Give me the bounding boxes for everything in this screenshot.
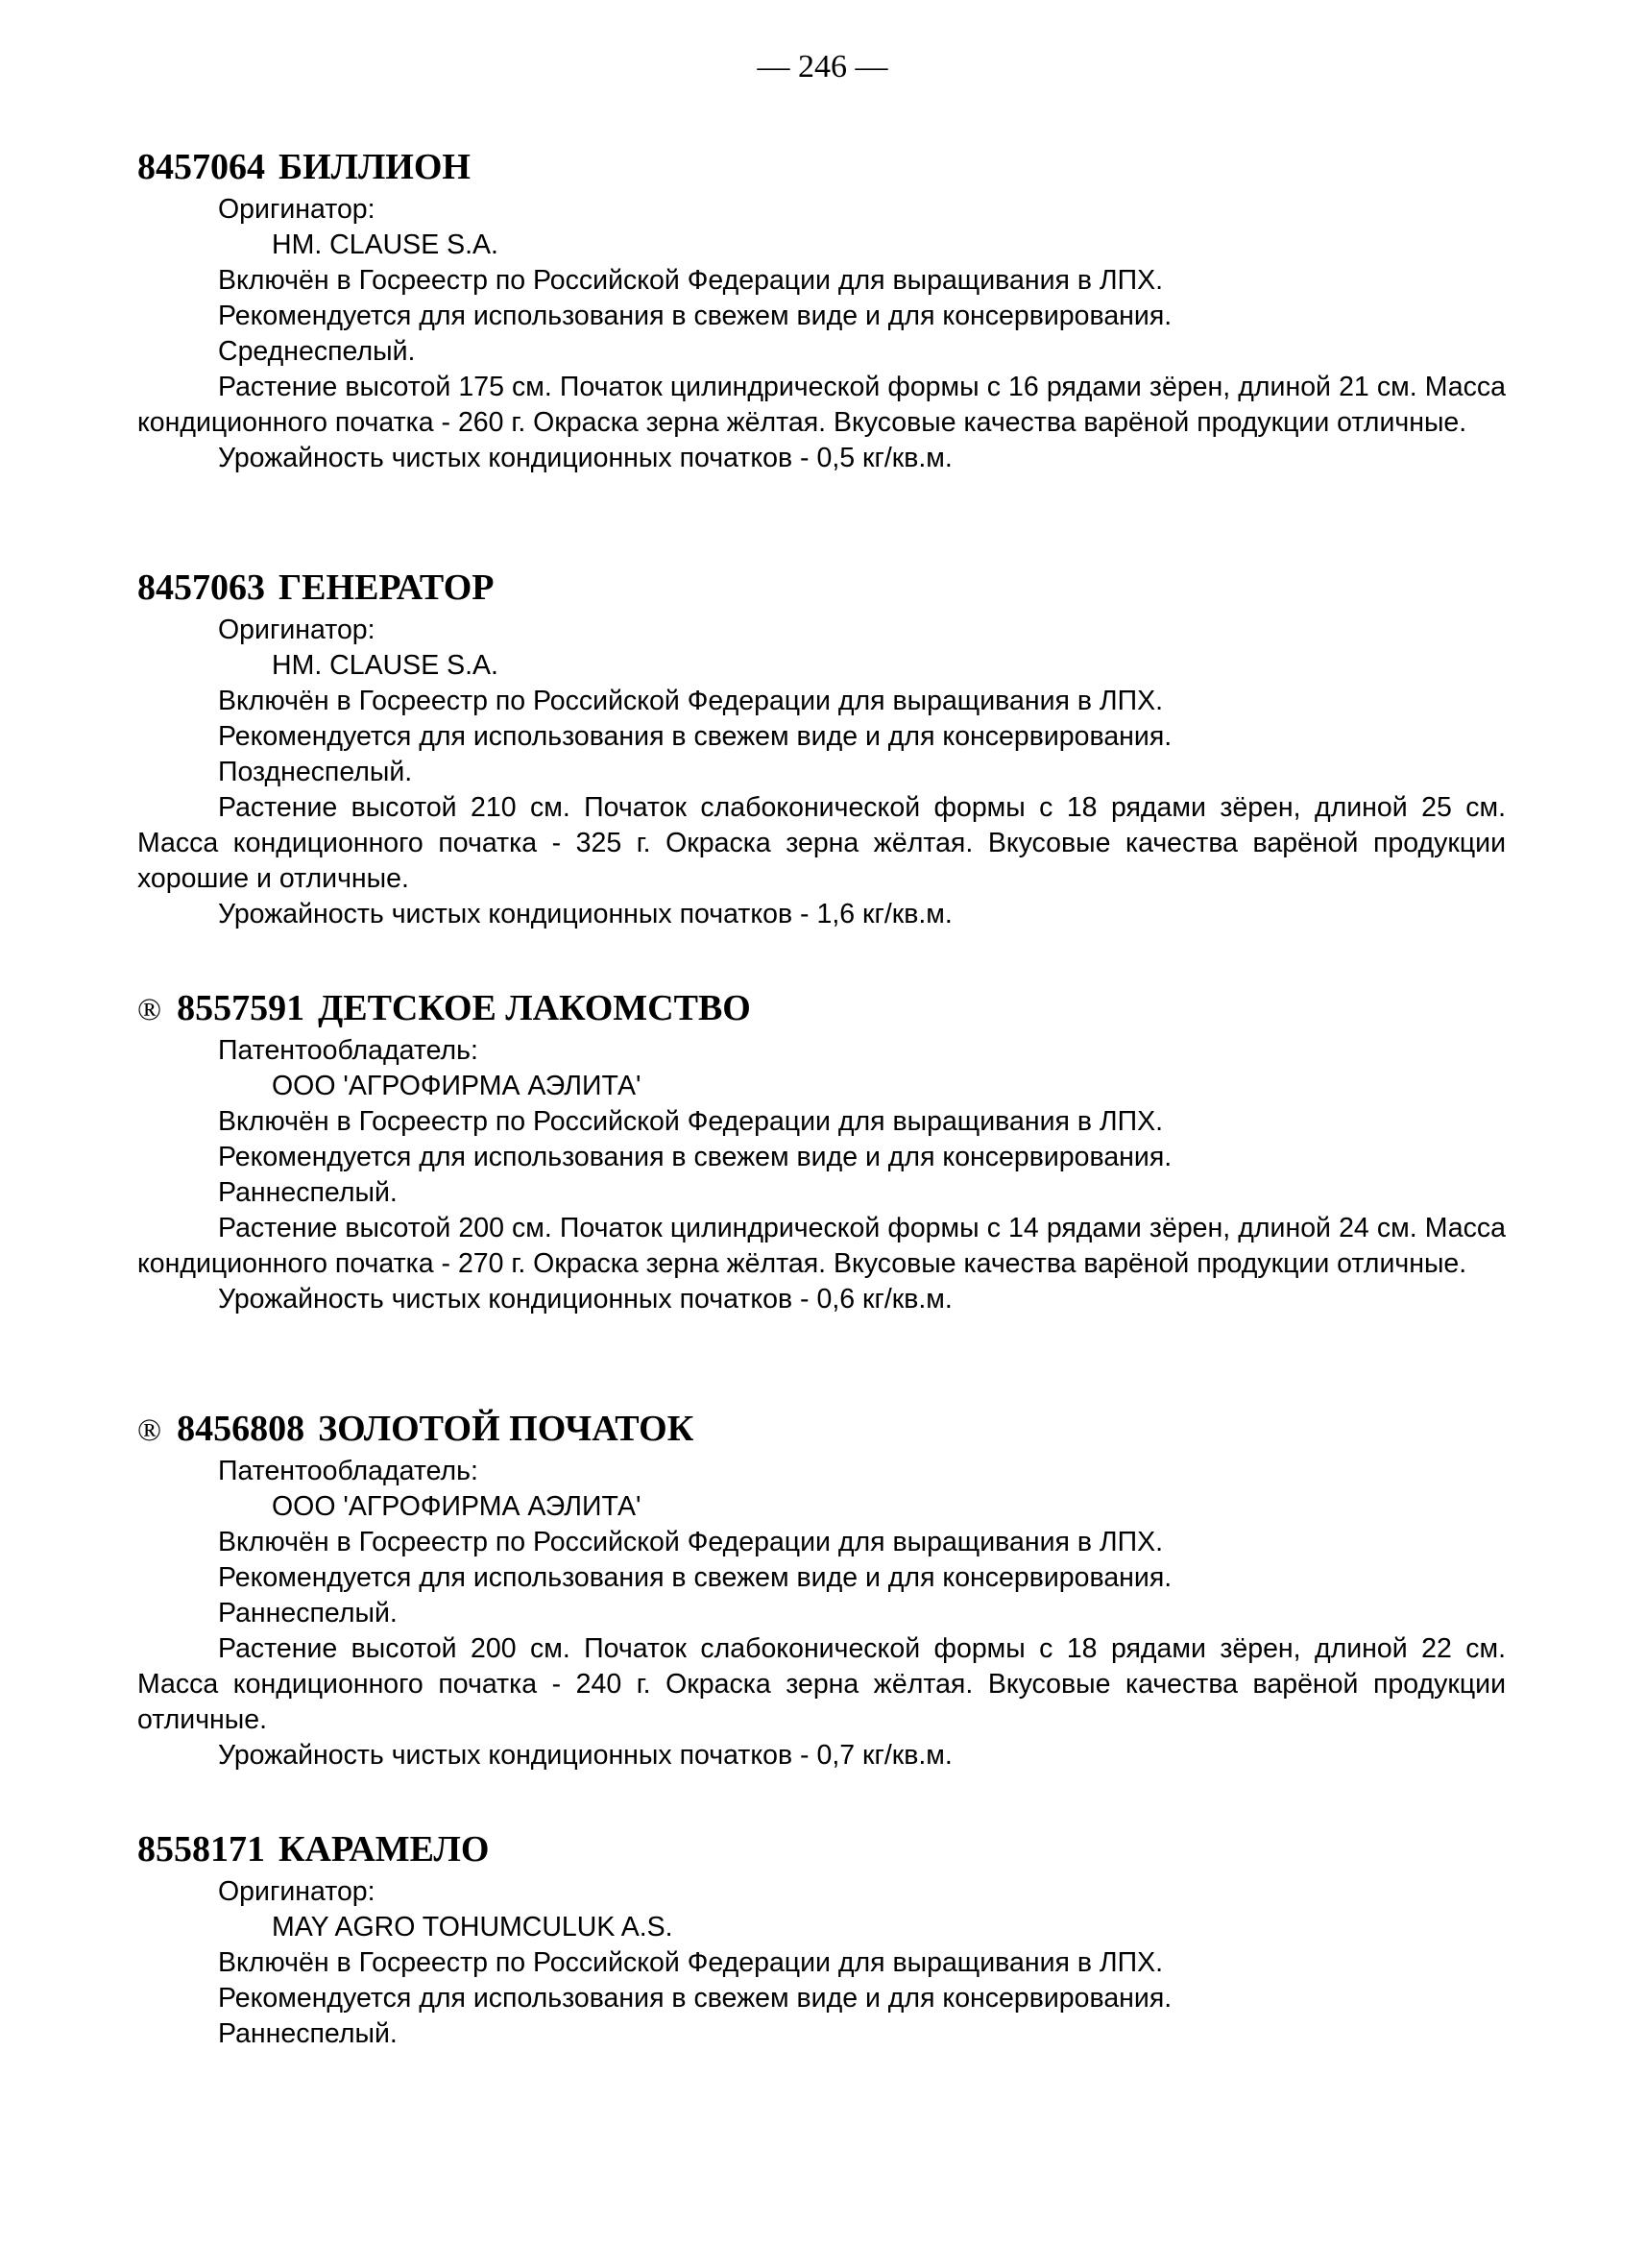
maturity-group: Раннеспелый.	[218, 1177, 398, 1208]
variety-entry	[137, 1408, 1506, 1773]
variety-number: 8558171	[137, 1829, 265, 1870]
variety-name: ДЕТСКОЕ ЛАКОМСТВО	[318, 988, 751, 1028]
variety-description: Растение высотой 200 см. Початок цилиндрической формы с 14 рядами зёрен, длиной 24 см. Масса кондиционного початка - 270 г. Окраска зерна жёлтая. Вкусовые качества варёной продукции отличные.	[137, 1213, 1506, 1279]
holder-label: Оригинатор:	[218, 1876, 375, 1907]
holder-label: Оригинатор:	[218, 615, 375, 645]
holder-name: HM. CLAUSE S.A.	[272, 229, 498, 260]
variety-entry	[137, 567, 1506, 932]
variety-description: Растение высотой 200 см. Початок слабоконической формы с 18 рядами зёрен, длиной 22 см. Масса кондиционного початка - 240 г. Окраска зерна жёлтая. Вкусовые качества варёной продукции отличные.	[137, 1633, 1506, 1735]
registry-inclusion: Включён в Госреестр по Российской Федерации для выращивания в ЛПХ.	[218, 1106, 1164, 1137]
variety-description: Растение высотой 210 см. Початок слабоконической формы с 18 рядами зёрен, длиной 25 см. Масса кондиционного початка - 325 г. Окраска зерна жёлтая. Вкусовые качества варёной продукции хорошие и отличные.	[137, 792, 1506, 894]
entry-title	[137, 987, 1506, 1029]
holder-label: Оригинатор:	[218, 194, 375, 225]
variety-entry	[137, 1828, 1506, 2052]
variety-number: 8557591	[177, 988, 305, 1028]
variety-number: 8457063	[137, 567, 265, 608]
holder-label: Патентообладатель:	[218, 1456, 478, 1486]
page-number: — 246 —	[757, 49, 888, 84]
variety-entry	[137, 987, 1506, 1317]
yield-statement: Урожайность чистых кондиционных початков - 0,5 кг/кв.м.	[218, 443, 953, 473]
usage-recommendation: Рекомендуется для использования в свежем виде и для консервирования.	[218, 1562, 1173, 1593]
variety-name: ЗОЛОТОЙ ПОЧАТОК	[318, 1409, 694, 1449]
holder-name: HM. CLAUSE S.A.	[272, 650, 498, 681]
variety-name: КАРАМЕЛО	[278, 1829, 490, 1870]
entry-title	[137, 1828, 1506, 1870]
maturity-group: Раннеспелый.	[218, 2018, 398, 2049]
variety-number: 8456808	[177, 1409, 305, 1449]
yield-statement: Урожайность чистых кондиционных початков - 0,6 кг/кв.м.	[218, 1284, 953, 1315]
holder-name: ООО 'АГРОФИРМА АЭЛИТА'	[272, 1491, 641, 1522]
holder-label: Патентообладатель:	[218, 1035, 478, 1066]
entry-title	[137, 146, 1506, 188]
registry-inclusion: Включён в Госреестр по Российской Федерации для выращивания в ЛПХ.	[218, 686, 1164, 716]
maturity-group: Среднеспелый.	[218, 336, 416, 367]
entry-title	[137, 1408, 1506, 1450]
registered-mark: ®	[137, 993, 162, 1027]
variety-name: ГЕНЕРАТОР	[278, 567, 495, 608]
registry-inclusion: Включён в Госреестр по Российской Федерации для выращивания в ЛПХ.	[218, 265, 1164, 296]
usage-recommendation: Рекомендуется для использования в свежем виде и для консервирования.	[218, 721, 1173, 752]
usage-recommendation: Рекомендуется для использования в свежем виде и для консервирования.	[218, 301, 1173, 331]
yield-statement: Урожайность чистых кондиционных початков - 0,7 кг/кв.м.	[218, 1740, 953, 1771]
entry-title	[137, 567, 1506, 609]
variety-name: БИЛЛИОН	[278, 147, 471, 187]
registry-inclusion: Включён в Госреестр по Российской Федерации для выращивания в ЛПХ.	[218, 1527, 1164, 1557]
variety-description: Растение высотой 175 см. Початок цилиндрической формы с 16 рядами зёрен, длиной 21 см. Масса кондиционного початка - 260 г. Окраска зерна жёлтая. Вкусовые качества варёной продукции отличные.	[137, 372, 1506, 438]
registry-inclusion: Включён в Госреестр по Российской Федерации для выращивания в ЛПХ.	[218, 1947, 1164, 1978]
registered-mark: ®	[137, 1413, 162, 1448]
variety-entry	[137, 146, 1506, 476]
usage-recommendation: Рекомендуется для использования в свежем виде и для консервирования.	[218, 1983, 1173, 2014]
maturity-group: Раннеспелый.	[218, 1598, 398, 1629]
holder-name: MAY AGRO TOHUMCULUK A.S.	[272, 1912, 673, 1942]
yield-statement: Урожайность чистых кондиционных початков - 1,6 кг/кв.м.	[218, 899, 953, 929]
holder-name: ООО 'АГРОФИРМА АЭЛИТА'	[272, 1071, 641, 1101]
variety-number: 8457064	[137, 147, 265, 187]
maturity-group: Позднеспелый.	[218, 757, 413, 787]
usage-recommendation: Рекомендуется для использования в свежем виде и для консервирования.	[218, 1142, 1173, 1172]
